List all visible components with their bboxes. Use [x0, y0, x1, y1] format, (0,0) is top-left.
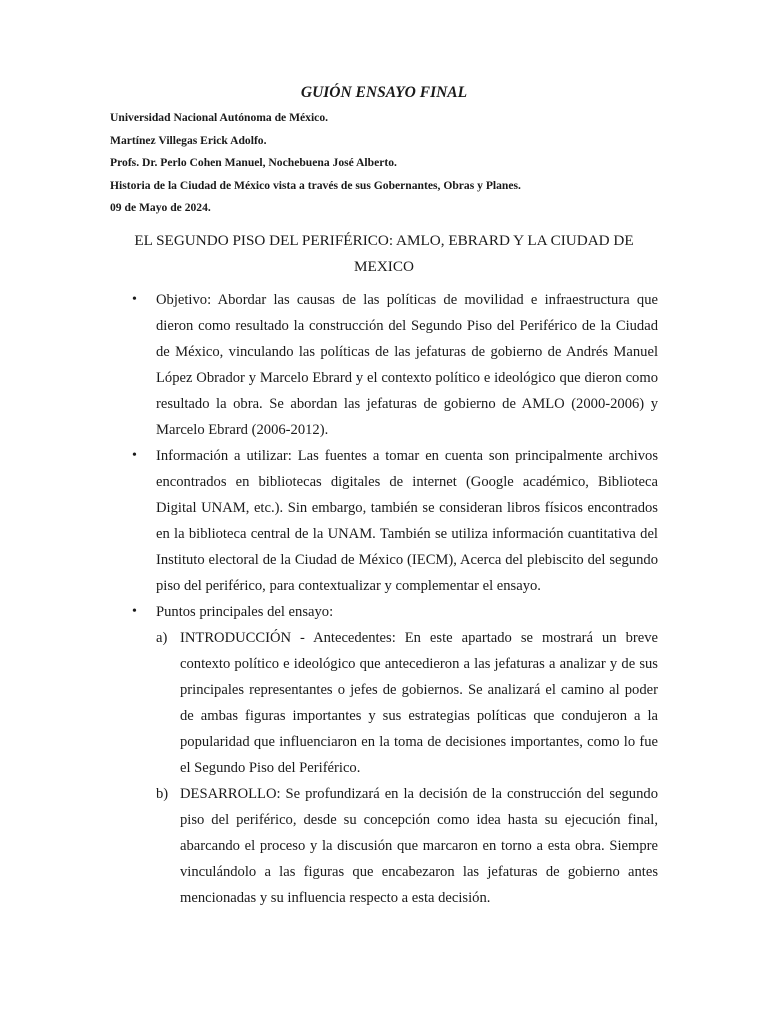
- sub-marker: a): [156, 630, 168, 646]
- bullet-marker: •: [132, 292, 137, 307]
- bullet-item-informacion: [110, 443, 658, 599]
- sub-item-introduccion: [156, 625, 658, 781]
- bullet-text-objetivo: Objetivo: Abordar las causas de las políticas de movilidad e infraestructura que dieron como resultado la construcción del Segundo Piso del Periférico de la Ciudad de México, vinculando las políticas de las jefaturas de gobierno de Andrés Manuel López Obrador y Marcelo Ebrard y el contexto político e ideológico que dieron como resultado la obra. Se abordan las jefaturas de gobierno de AMLO (2000-2006) y Marcelo Ebrard (2006-2012).: [156, 292, 658, 438]
- bullet-marker: •: [132, 448, 137, 463]
- bullet-list: [110, 287, 658, 911]
- sub-marker: b): [156, 786, 169, 802]
- document-header-info: [110, 110, 670, 223]
- meta-date: 09 de Mayo de 2024.: [110, 201, 211, 214]
- bullet-item-puntos: [110, 599, 658, 911]
- sub-item-desarrollo: [156, 781, 658, 911]
- sub-list: [156, 625, 658, 911]
- sub-text-desarrollo: DESARROLLO: Se profundizará en la decisión de la construcción del segundo piso del periférico, desde su concepción como idea hasta su ejecución final, abarcando el proceso y la discusión que marcaron en torno a esta obra. Siempre vinculándolo a las figuras que encabezaron las jefaturas de gobierno antes mencionadas y su influencia respecto a esta decisión.: [180, 786, 658, 906]
- meta-course: Historia de la Ciudad de México vista a través de sus Gobernantes, Obras y Planes.: [110, 178, 521, 192]
- bullet-item-objetivo: [110, 287, 658, 443]
- document-title: GUIÓN ENSAYO FINAL: [300, 84, 468, 101]
- bullet-marker: •: [132, 604, 137, 619]
- meta-university: Universidad Nacional Autónoma de México.: [110, 111, 329, 124]
- sub-text-introduccion: INTRODUCCIÓN - Antecedentes: En este apartado se mostrará un breve contexto político e ideológico que antecedieron a las jefaturas a analizar y de sus principales representantes o jefes de gobiernos. Se analizará el camino al poder de ambas figuras importantes y sus estrategias políticas que condujeron a la popularidad que influenciaron en la toma de decisiones importantes, como lo fue el Segundo Piso del Periférico.: [180, 630, 658, 776]
- essay-title: EL SEGUNDO PISO DEL PERIFÉRICO: AMLO, EBRARD Y LA CIUDAD DE MEXICO: [134, 232, 634, 275]
- bullet-text-puntos: Puntos principales del ensayo:: [156, 604, 334, 620]
- bullet-text-informacion: Información a utilizar: Las fuentes a tomar en cuenta son principalmente archivos encontrados en bibliotecas digitales de internet (Google académico, Biblioteca Digital UNAM, etc.). Sin embargo, también se consideran libros físicos encontrados en la biblioteca central de la UNAM. También se utiliza información cuantitativa del Instituto electoral de la Ciudad de México (IECM), Acerca del plebiscito del segundo piso del periférico, para contextualizar y complementar el ensayo.: [156, 448, 658, 594]
- document-body: [110, 287, 658, 911]
- meta-author: Martínez Villegas Erick Adolfo.: [110, 133, 267, 147]
- meta-professors: Profs. Dr. Perlo Cohen Manuel, Nochebuena José Alberto.: [110, 156, 397, 169]
